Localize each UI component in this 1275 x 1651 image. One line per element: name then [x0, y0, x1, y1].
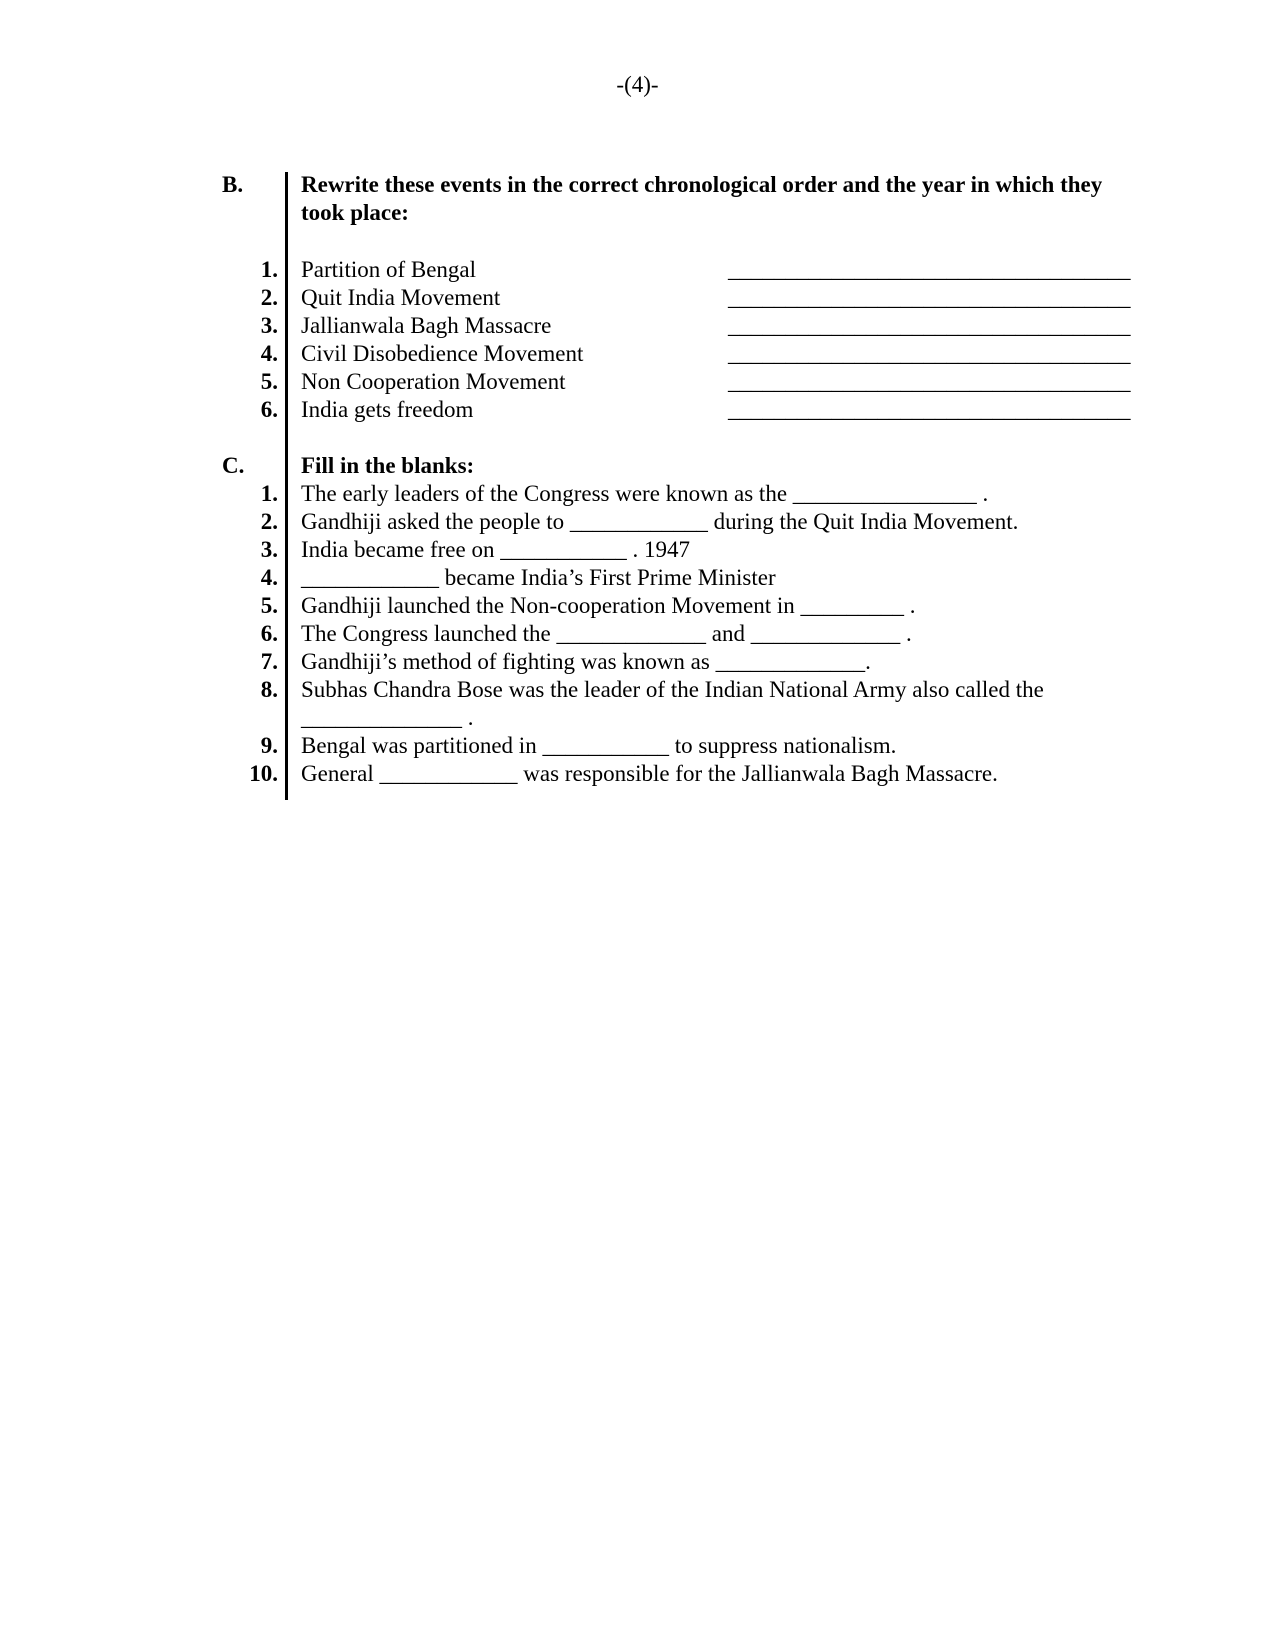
item-number: 5.	[260, 593, 278, 618]
question-text: Gandhiji’s method of fighting was known as _____________.	[301, 649, 871, 674]
question-text: The Congress launched the _____________ and _____________ .	[301, 621, 912, 646]
answer-blank[interactable]: ___________________________________	[728, 285, 1131, 310]
item-number: 1.	[260, 257, 278, 282]
item-number: 3.	[260, 537, 278, 562]
answer-blank[interactable]: ___________________________________	[728, 313, 1131, 338]
answer-blank[interactable]: ___________________________________	[728, 257, 1131, 282]
question-text: India became free on ___________ . 1947	[301, 537, 690, 562]
question-text: ____________ became India’s First Prime Minister	[301, 565, 776, 590]
item-number: 4.	[260, 565, 278, 590]
item-number: 2.	[260, 285, 278, 310]
question-text: The early leaders of the Congress were known as the ________________ .	[301, 481, 989, 506]
question-text: Subhas Chandra Bose was the leader of the Indian National Army also called the	[301, 677, 1044, 702]
item-number: 4.	[260, 341, 278, 366]
item-number: 3.	[260, 313, 278, 338]
vertical-divider	[285, 172, 288, 800]
item-number: 1.	[260, 481, 278, 506]
question-text: Bengal was partitioned in ___________ to suppress nationalism.	[301, 733, 897, 758]
item-number: 5.	[260, 369, 278, 394]
item-number: 8.	[260, 677, 278, 702]
section-c-heading: Fill in the blanks:	[301, 453, 475, 478]
event-text: Jallianwala Bagh Massacre	[301, 313, 552, 338]
event-text: India gets freedom	[301, 397, 474, 422]
section-c-letter: C.	[222, 453, 245, 478]
question-text: Gandhiji asked the people to ____________ during the Quit India Movement.	[301, 509, 1019, 534]
answer-blank[interactable]: ___________________________________	[728, 341, 1131, 366]
item-number: 6.	[260, 397, 278, 422]
item-number: 7.	[260, 649, 278, 674]
page-number: -(4)-	[616, 72, 659, 97]
section-b-heading: Rewrite these events in the correct chronological order and the year in which they	[301, 172, 1103, 197]
event-text: Quit India Movement	[301, 285, 501, 310]
answer-blank[interactable]: ___________________________________	[728, 397, 1131, 422]
item-number: 10.	[249, 761, 278, 786]
item-number: 9.	[260, 733, 278, 758]
question-text: Gandhiji launched the Non-cooperation Movement in _________ .	[301, 593, 916, 618]
event-text: Non Cooperation Movement	[301, 369, 566, 394]
item-number: 6.	[260, 621, 278, 646]
event-text: Civil Disobedience Movement	[301, 341, 584, 366]
event-text: Partition of Bengal	[301, 257, 477, 282]
question-text-continuation: ______________ .	[301, 705, 474, 730]
item-number: 2.	[260, 509, 278, 534]
question-text: General ____________ was responsible for the Jallianwala Bagh Massacre.	[301, 761, 998, 786]
section-b-heading-continuation: took place:	[301, 200, 409, 225]
answer-blank[interactable]: ___________________________________	[728, 369, 1131, 394]
section-b-letter: B.	[222, 172, 244, 197]
